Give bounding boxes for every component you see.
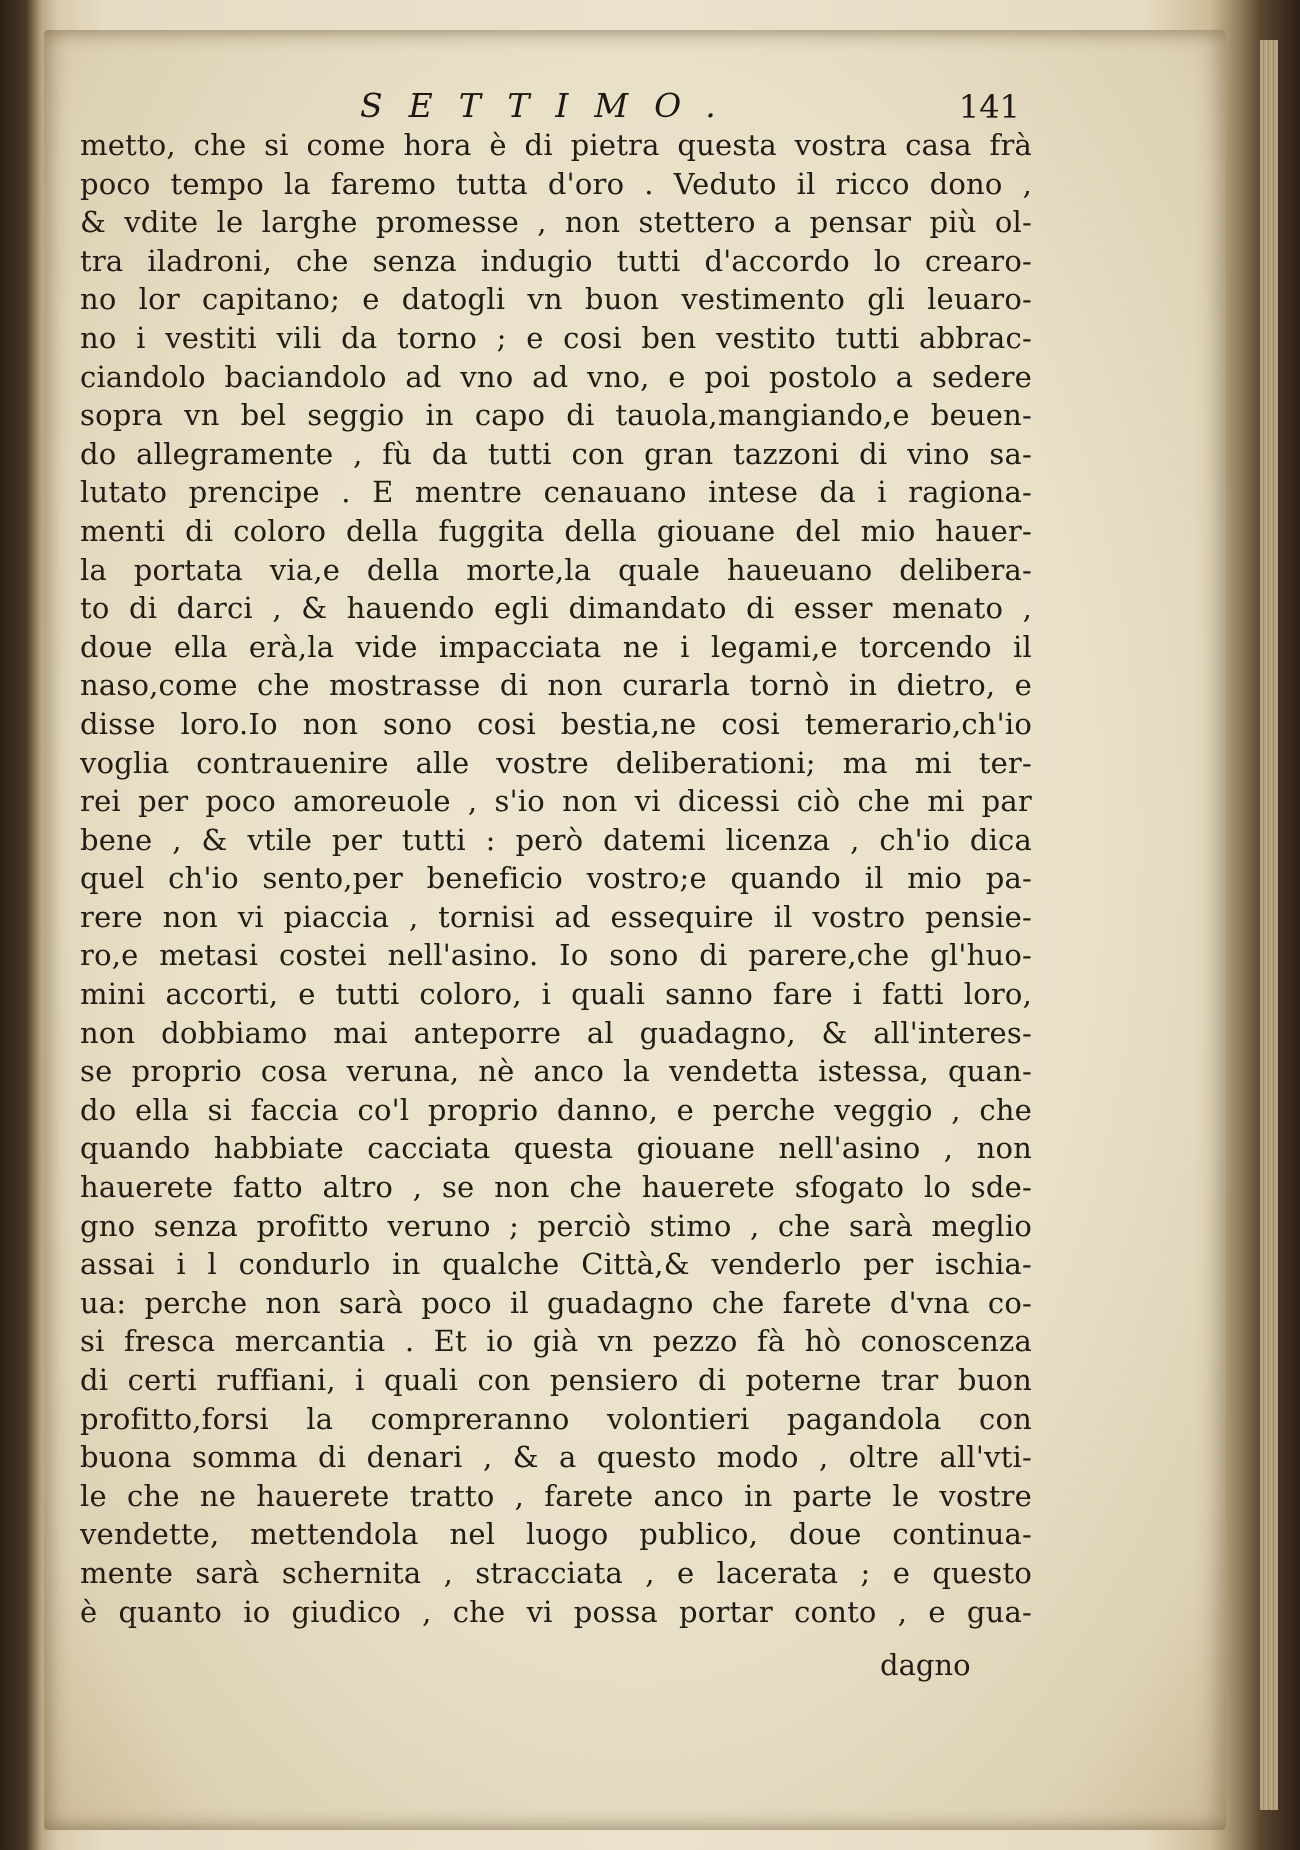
text-line: do allegramente , fù da tutti con gran tazzoni di vino sa- xyxy=(80,436,1032,471)
text-line: quando habbiate cacciata questa giouane nell'asino , non xyxy=(80,1131,1032,1166)
text-line: to di darci , & hauendo egli dimandato di esser menato , xyxy=(80,591,1032,626)
text-line: buona somma di denari , & a questo modo , oltre all'vti- xyxy=(80,1440,1032,1475)
text-line: do ella si faccia co'l proprio danno, e perche veggio , che xyxy=(80,1092,1032,1127)
text-line: ua: perche non sarà poco il guadagno che farete d'vna co- xyxy=(80,1285,1032,1320)
catchword: dagno xyxy=(880,1648,971,1682)
text-line: di certi ruffiani, i quali con pensiero di poterne trar buon xyxy=(80,1363,1032,1397)
text-line: mini accorti, e tutti coloro, i quali sanno fare i fatti loro, xyxy=(80,977,1032,1012)
text-line: metto, che si come hora è di pietra questa vostra casa frà xyxy=(80,128,1032,162)
text-line: ro,e metasi costei nell'asino. Io sono di parere,che gl'huo- xyxy=(80,938,1032,973)
text-line: no i vestiti vili da torno ; e cosi ben vestito tutti abbrac- xyxy=(80,320,1032,355)
text-line: assai i l condurlo in qualche Città,& venderlo per ischia- xyxy=(80,1247,1032,1282)
text-line: rere non vi piaccia , tornisi ad essequire il vostro pensie- xyxy=(80,899,1032,934)
text-line: bene , & vtile per tutti : però datemi licenza , ch'io dica xyxy=(80,822,1032,857)
text-line: & vdite le larghe promesse , non stettero a pensar più ol- xyxy=(80,205,1032,240)
text-line: ciandolo baciandolo ad vno ad vno, e poi postolo a sedere xyxy=(80,359,1032,394)
text-line: voglia contrauenire alle vostre deliberationi; ma mi ter- xyxy=(80,745,1032,780)
running-title: SETTIMO. xyxy=(360,86,742,125)
text-line: le che ne hauerete tratto , farete anco in parte le vostre xyxy=(80,1478,1032,1513)
text-line: non dobbiamo mai anteporre al guadagno, & all'interes- xyxy=(80,1015,1032,1050)
text-line: lutato prencipe . E mentre cenauano intese da i ragiona- xyxy=(80,475,1032,510)
text-line: sopra vn bel seggio in capo di tauola,mangiando,e beuen- xyxy=(80,398,1032,433)
text-line: menti di coloro della fuggita della giouane del mio hauer- xyxy=(80,513,1032,548)
text-line: mente sarà schernita , stracciata , e lacerata ; e questo xyxy=(80,1555,1032,1590)
text-line: gno senza profitto veruno ; perciò stimo , che sarà meglio xyxy=(80,1208,1032,1243)
text-line: quel ch'io sento,per beneficio vostro;e quando il mio pa- xyxy=(80,861,1032,896)
text-line: la portata via,e della morte,la quale haueuano delibera- xyxy=(80,552,1032,587)
text-line: doue ella erà,la vide impacciata ne i legami,e torcendo il xyxy=(80,629,1032,664)
text-line: profitto,forsi la compreranno volontieri pagandola con xyxy=(80,1401,1032,1436)
text-line: hauerete fatto altro , se non che hauerete sfogato lo sde- xyxy=(80,1170,1032,1205)
text-line: tra iladroni, che senza indugio tutti d'accordo lo crearo- xyxy=(80,243,1032,278)
page-fore-edge xyxy=(1260,40,1278,1810)
text-line: naso,come che mostrasse di non curarla tornò in dietro, e xyxy=(80,668,1032,703)
page-header xyxy=(360,86,1040,130)
text-line: vendette, mettendola nel luogo publico, doue continua- xyxy=(80,1517,1032,1552)
text-line: si fresca mercantia . Et io già vn pezzo fà hò conoscenza xyxy=(80,1324,1032,1359)
text-line: no lor capitano; e datogli vn buon vestimento gli leuaro- xyxy=(80,282,1032,317)
text-line: se proprio cosa veruna, nè anco la vendetta istessa, quan- xyxy=(80,1054,1032,1089)
body-text xyxy=(80,126,1032,1631)
text-line: è quanto io giudico , che vi possa portar conto , e gua- xyxy=(80,1594,1032,1629)
text-line: poco tempo la faremo tutta d'oro . Veduto il ricco dono , xyxy=(80,166,1032,201)
text-line: disse loro.Io non sono cosi bestia,ne cosi temerario,ch'io xyxy=(80,706,1032,741)
text-line: rei per poco amoreuole , s'io non vi dicessi ciò che mi par xyxy=(80,784,1032,819)
page-number: 141 xyxy=(958,88,1020,126)
